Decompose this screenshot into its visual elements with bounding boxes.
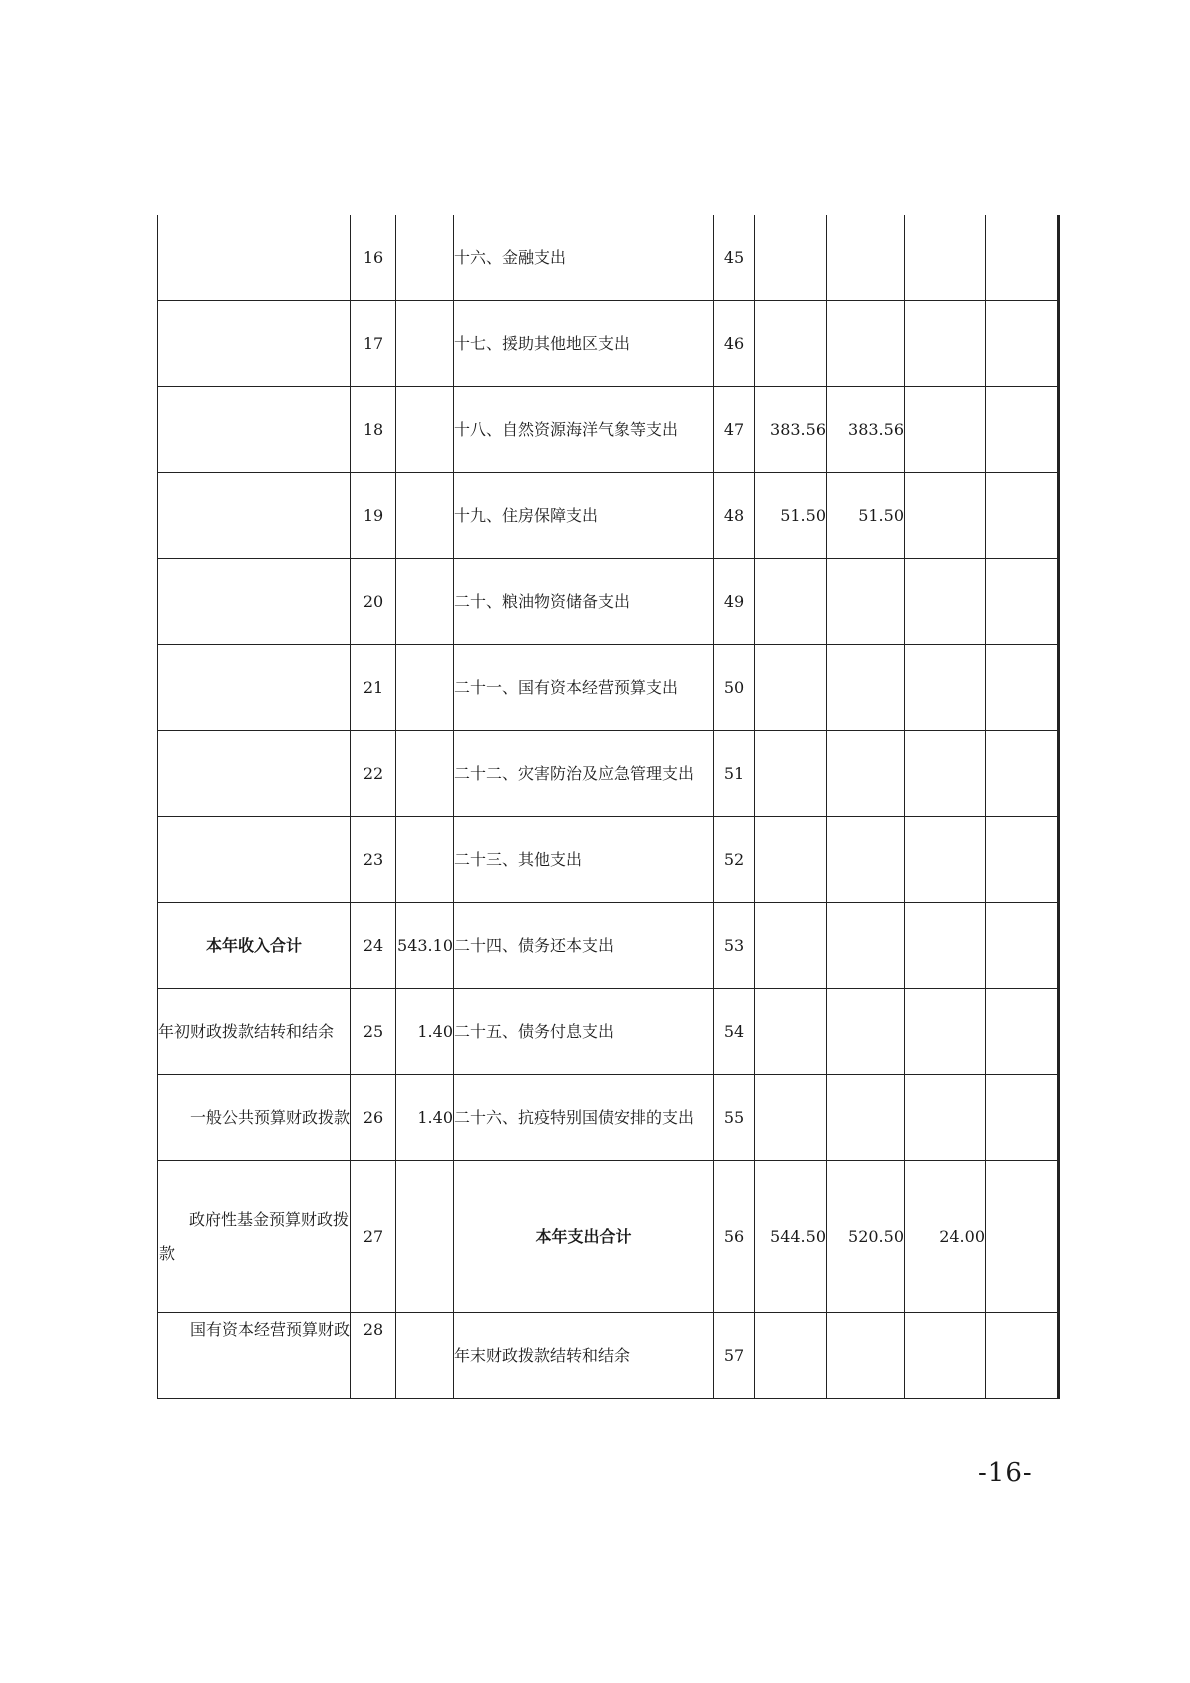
expense-line-number: 54: [714, 989, 755, 1075]
expense-line-number: 52: [714, 817, 755, 903]
table-row: [158, 1075, 1059, 1161]
income-amount: [396, 645, 454, 731]
income-label: [158, 473, 351, 559]
table-row: [158, 215, 1059, 301]
expense-state-capital: [986, 301, 1059, 387]
expense-fund: [905, 731, 986, 817]
expense-state-capital: [986, 1075, 1059, 1161]
expense-line-number: 46: [714, 301, 755, 387]
income-line-number: 23: [351, 817, 396, 903]
expense-general: 383.56: [827, 387, 905, 473]
expense-line-number: 56: [714, 1161, 755, 1313]
income-label: [158, 731, 351, 817]
expense-fund: [905, 645, 986, 731]
expense-state-capital: [986, 989, 1059, 1075]
table-row: [158, 301, 1059, 387]
expense-line-number: 47: [714, 387, 755, 473]
expense-label: 二十五、债务付息支出: [454, 989, 714, 1075]
income-label: [158, 387, 351, 473]
income-amount: [396, 387, 454, 473]
expense-state-capital: [986, 903, 1059, 989]
income-label-line2: 款: [159, 1243, 176, 1263]
expense-fund: [905, 1075, 986, 1161]
expense-line-number: 49: [714, 559, 755, 645]
expense-fund: [905, 301, 986, 387]
expense-label: 十八、自然资源海洋气象等支出: [454, 387, 714, 473]
table-row: [158, 903, 1059, 989]
page-number: -16-: [978, 1458, 1033, 1488]
expense-total: [755, 215, 827, 301]
expense-label: 十七、援助其他地区支出: [454, 301, 714, 387]
income-line-number: 24: [351, 903, 396, 989]
expense-line-number: 48: [714, 473, 755, 559]
expense-state-capital: [986, 645, 1059, 731]
income-amount: [396, 817, 454, 903]
table-row: [158, 559, 1059, 645]
expense-fund: [905, 559, 986, 645]
expense-general: [827, 301, 905, 387]
expense-fund: [905, 989, 986, 1075]
income-label: [158, 559, 351, 645]
expense-state-capital: [986, 215, 1059, 301]
income-line-number: 27: [351, 1161, 396, 1313]
expense-general: [827, 989, 905, 1075]
income-amount: 543.10: [396, 903, 454, 989]
table-row: [158, 473, 1059, 559]
income-line-number: 17: [351, 301, 396, 387]
expense-general: [827, 215, 905, 301]
expense-state-capital: [986, 817, 1059, 903]
expense-state-capital: [986, 559, 1059, 645]
income-amount: [396, 1161, 454, 1313]
expense-general: [827, 731, 905, 817]
income-line-number: 28: [351, 1313, 396, 1399]
income-line-number: 25: [351, 989, 396, 1075]
income-amount: [396, 731, 454, 817]
expense-general: [827, 1075, 905, 1161]
expense-general: 520.50: [827, 1161, 905, 1313]
income-label: 年初财政拨款结转和结余: [158, 989, 351, 1075]
expense-label: 二十六、抗疫特别国债安排的支出: [454, 1075, 714, 1161]
expense-total: [755, 645, 827, 731]
income-label: [158, 215, 351, 301]
expense-total: [755, 903, 827, 989]
income-label: [158, 645, 351, 731]
expense-label: 十六、金融支出: [454, 215, 714, 301]
expense-line-number: 55: [714, 1075, 755, 1161]
income-label: 一般公共预算财政拨款: [158, 1075, 351, 1161]
expense-total-label: 本年支出合计: [454, 1161, 714, 1313]
income-amount: 1.40: [396, 989, 454, 1075]
expense-label: 二十三、其他支出: [454, 817, 714, 903]
income-line-number: 19: [351, 473, 396, 559]
income-label-line1: 政府性基金预算财政拨: [188, 1209, 349, 1229]
expense-fund: [905, 215, 986, 301]
income-amount: [396, 301, 454, 387]
income-label: [158, 817, 351, 903]
expense-line-number: 50: [714, 645, 755, 731]
expense-label: 二十一、国有资本经营预算支出: [454, 645, 714, 731]
expense-total: [755, 989, 827, 1075]
expense-general: [827, 817, 905, 903]
budget-table: [157, 215, 1060, 1399]
expense-total: 51.50: [755, 473, 827, 559]
expense-fund: [905, 387, 986, 473]
expense-total: 544.50: [755, 1161, 827, 1313]
expense-general: [827, 903, 905, 989]
income-line-number: 18: [351, 387, 396, 473]
expense-line-number: 53: [714, 903, 755, 989]
expense-fund: 24.00: [905, 1161, 986, 1313]
income-label: [158, 301, 351, 387]
expense-total: 383.56: [755, 387, 827, 473]
income-amount: [396, 473, 454, 559]
income-amount: [396, 1313, 454, 1399]
table-body: [158, 215, 1059, 1399]
expense-label: 二十二、灾害防治及应急管理支出: [454, 731, 714, 817]
income-line-number: 26: [351, 1075, 396, 1161]
table-row: [158, 645, 1059, 731]
income-line-number: 20: [351, 559, 396, 645]
expense-total: [755, 301, 827, 387]
expense-line-number: 57: [714, 1313, 755, 1399]
expense-general: [827, 1313, 905, 1399]
expense-state-capital: [986, 473, 1059, 559]
expense-fund: [905, 817, 986, 903]
expense-general: [827, 559, 905, 645]
expense-line-number: 45: [714, 215, 755, 301]
income-label: 国有资本经营预算财政: [158, 1313, 351, 1399]
income-amount: [396, 559, 454, 645]
expense-total: [755, 731, 827, 817]
table-row: [158, 731, 1059, 817]
income-line-number: 16: [351, 215, 396, 301]
expense-fund: [905, 473, 986, 559]
income-line-number: 21: [351, 645, 396, 731]
table-row: [158, 817, 1059, 903]
expense-label: 年末财政拨款结转和结余: [454, 1313, 714, 1399]
expense-state-capital: [986, 1161, 1059, 1313]
table-row: [158, 989, 1059, 1075]
expense-label: 二十、粮油物资储备支出: [454, 559, 714, 645]
income-total-label: 本年收入合计: [158, 903, 351, 989]
expense-label: 二十四、债务还本支出: [454, 903, 714, 989]
expense-label: 十九、住房保障支出: [454, 473, 714, 559]
expense-fund: [905, 903, 986, 989]
expense-total: [755, 1075, 827, 1161]
income-amount: [396, 215, 454, 301]
expense-total: [755, 1313, 827, 1399]
expense-fund: [905, 1313, 986, 1399]
expense-general: 51.50: [827, 473, 905, 559]
expense-state-capital: [986, 1313, 1059, 1399]
table-row: [158, 1313, 1059, 1399]
table-row: [158, 387, 1059, 473]
expense-total: [755, 817, 827, 903]
table-row: [158, 1161, 1059, 1313]
expense-state-capital: [986, 731, 1059, 817]
income-amount: 1.40: [396, 1075, 454, 1161]
expense-state-capital: [986, 387, 1059, 473]
income-line-number: 22: [351, 731, 396, 817]
income-label: [158, 1161, 351, 1313]
expense-general: [827, 645, 905, 731]
expense-line-number: 51: [714, 731, 755, 817]
expense-total: [755, 559, 827, 645]
